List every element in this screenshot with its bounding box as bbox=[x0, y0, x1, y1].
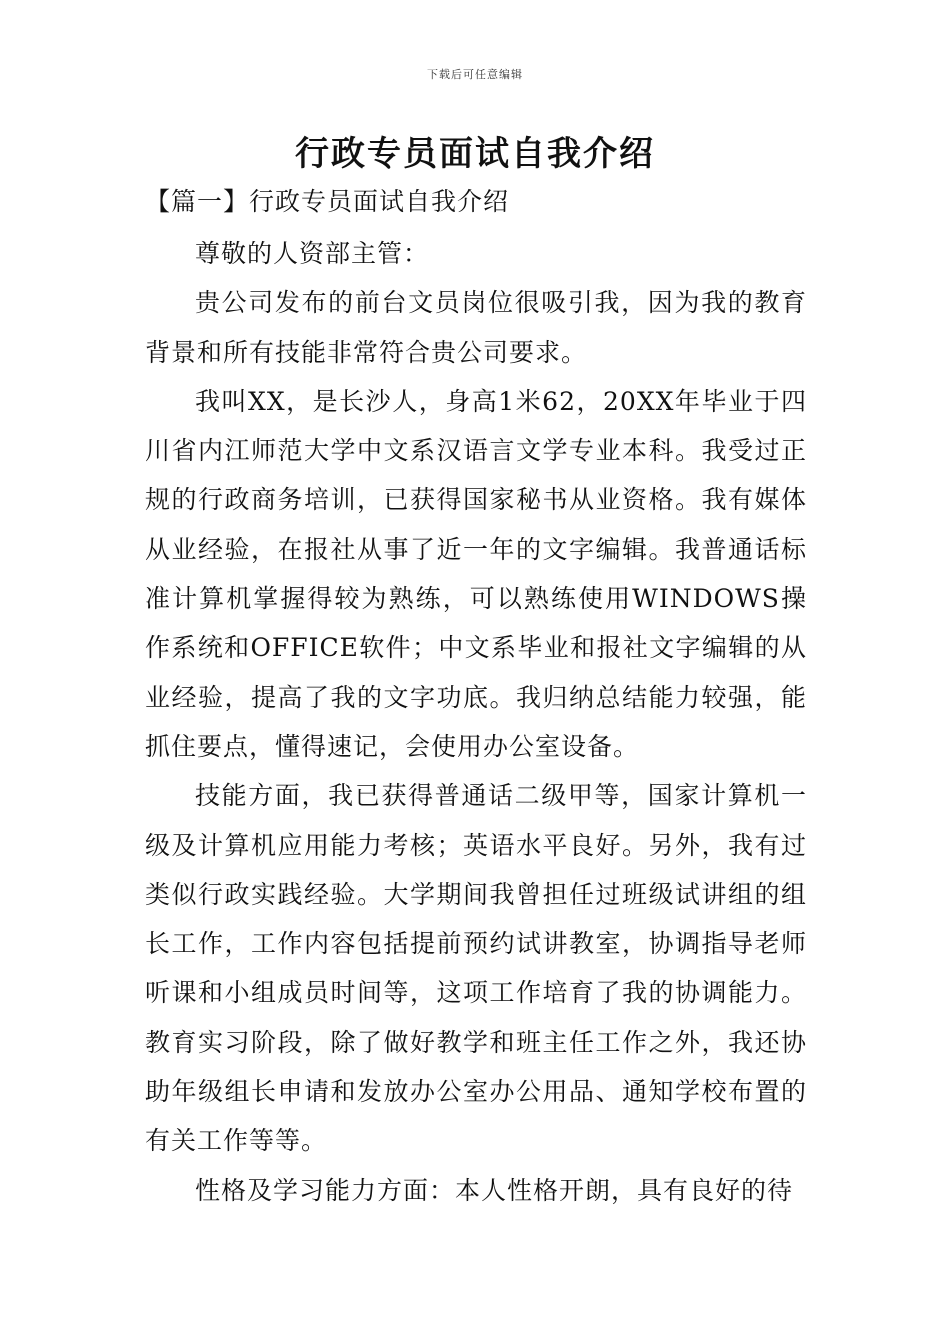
paragraph-intro: 贵公司发布的前台文员岗位很吸引我，因为我的教育背景和所有技能非常符合贵公司要求。 bbox=[145, 288, 807, 367]
paragraph-skills: 技能方面，我已获得普通话二级甲等，国家计算机一级及计算机应用能力考核；英语水平良好。另外，我有过类似行政实践经验。大学期间我曾担任过班级试讲组的组长工作，工作内容包括提前预约试讲教室，协调指导老师听课和小组成员时间等，这项工作培育了我的协调能力。教育实习阶段，除了做好教学和班主任工作之外，我还协助年级组长申请和发放办公室办公用品、通知学校布置的有关工作等等。 bbox=[145, 781, 807, 1156]
header-note: 下载后可任意编辑 bbox=[427, 68, 523, 81]
section-heading: 【篇一】行政专员面试自我介绍 bbox=[145, 187, 510, 216]
document-title: 行政专员面试自我介绍 bbox=[295, 134, 655, 174]
paragraph-personality: 性格及学习能力方面：本人性格开朗，具有良好的待 bbox=[195, 1175, 794, 1205]
paragraph-salutation: 尊敬的人资部主管： bbox=[195, 239, 430, 268]
body-text bbox=[145, 229, 807, 1215]
paragraph-background: 我叫XX，是长沙人，身高1米62，20XX年毕业于四川省内江师范大学中文系汉语言文学专业本科。我受过正规的行政商务培训，已获得国家秘书从业资格。我有媒体从业经验，在报社从事了近一年的文字编辑。我普通话标准计算机掌握得较为熟练，可以熟练使用WINDOWS操作系统和OFFICE软件；中文系毕业和报社文字编辑的从业经验，提高了我的文字功底。我归纳总结能力较强，能抓住要点，懂得速记，会使用办公室设备。 bbox=[145, 386, 807, 761]
